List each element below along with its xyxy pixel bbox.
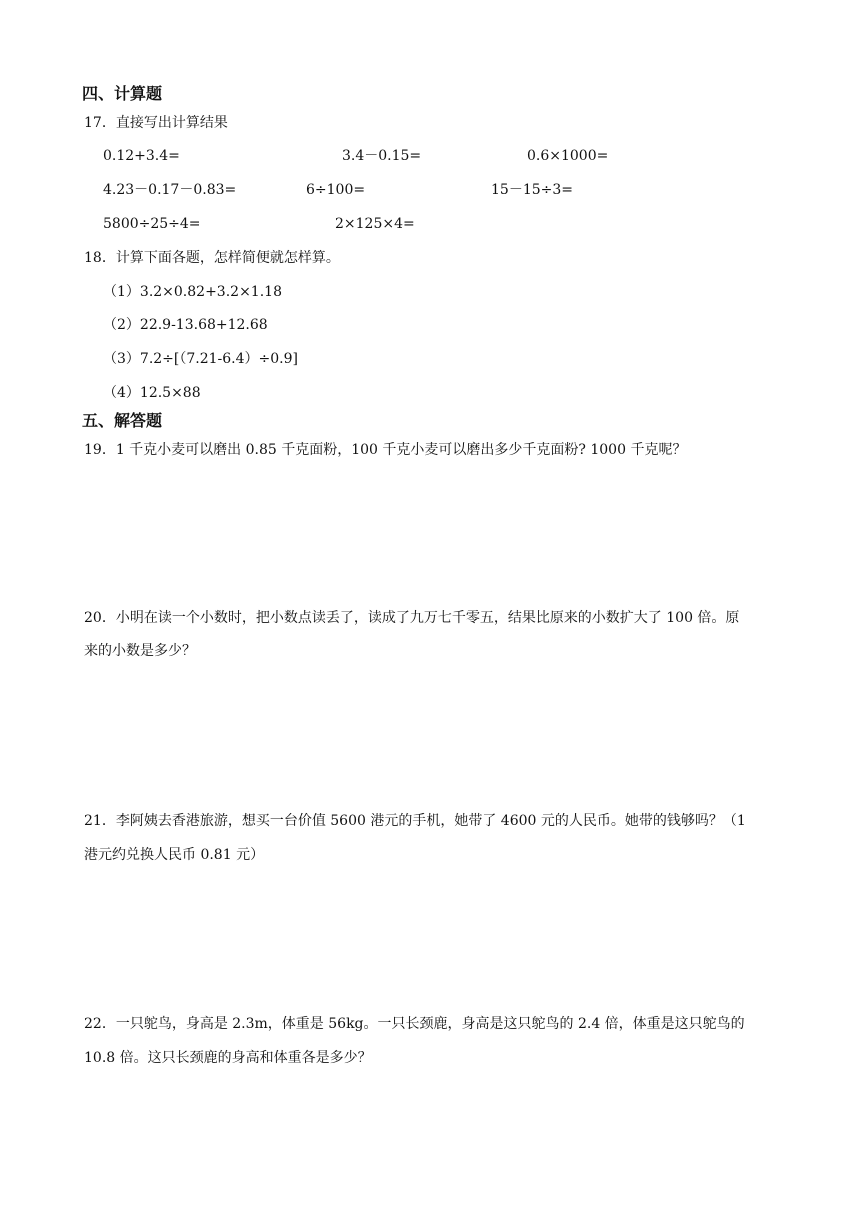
section-heading-word-problems: 五、解答题: [82, 411, 163, 430]
question-18-title: 18．计算下面各题，怎样简便就怎样算。: [84, 250, 340, 266]
section-heading-calculation: 四、计算题: [82, 84, 163, 103]
question-20-line-1: 20．小明在读一个小数时，把小数点读丢了，读成了九万七千零五，结果比原来的小数扩大了 100 倍。原: [84, 610, 740, 626]
question-22-line-1: 22．一只鸵鸟，身高是 2.3m，体重是 56kg。一只长颈鹿，身高是这只鸵鸟的 2.4 倍，体重是这只鸵鸟的: [84, 1016, 745, 1032]
q17-expr-1: 0.12+3.4=: [103, 148, 180, 164]
q17-expr-6: 15－15÷3=: [491, 182, 573, 198]
q18-item-1: （1）3.2×0.82+3.2×1.18: [103, 284, 282, 300]
q18-item-3: （3）7.2÷[（7.21-6.4）÷0.9]: [103, 351, 298, 367]
q17-expr-7: 5800÷25÷4=: [103, 216, 201, 232]
q17-expr-8: 2×125×4=: [335, 216, 415, 232]
q17-expr-5: 6÷100=: [306, 182, 366, 198]
question-17-title: 17．直接写出计算结果: [84, 115, 228, 131]
question-21-line-1: 21．李阿姨去香港旅游，想买一台价值 5600 港元的手机，她带了 4600 元的人民币。她带的钱够吗？（1: [84, 813, 746, 829]
q17-expr-4: 4.23－0.17－0.83=: [103, 182, 237, 198]
question-19: 19．1 千克小麦可以磨出 0.85 千克面粉，100 千克小麦可以磨出多少千克面粉? 1000 千克呢？: [84, 442, 687, 458]
q18-item-4: （4）12.5×88: [103, 385, 201, 401]
question-20-line-2: 来的小数是多少？: [84, 643, 196, 659]
q18-item-2: （2）22.9-13.68+12.68: [103, 317, 268, 333]
q17-expr-2: 3.4－0.15=: [342, 148, 422, 164]
q17-expr-3: 0.6×1000=: [527, 148, 609, 164]
question-22-line-2: 10.8 倍。这只长颈鹿的身高和体重各是多少？: [84, 1050, 372, 1066]
question-21-line-2: 港元约兑换人民币 0.81 元）: [84, 847, 265, 863]
